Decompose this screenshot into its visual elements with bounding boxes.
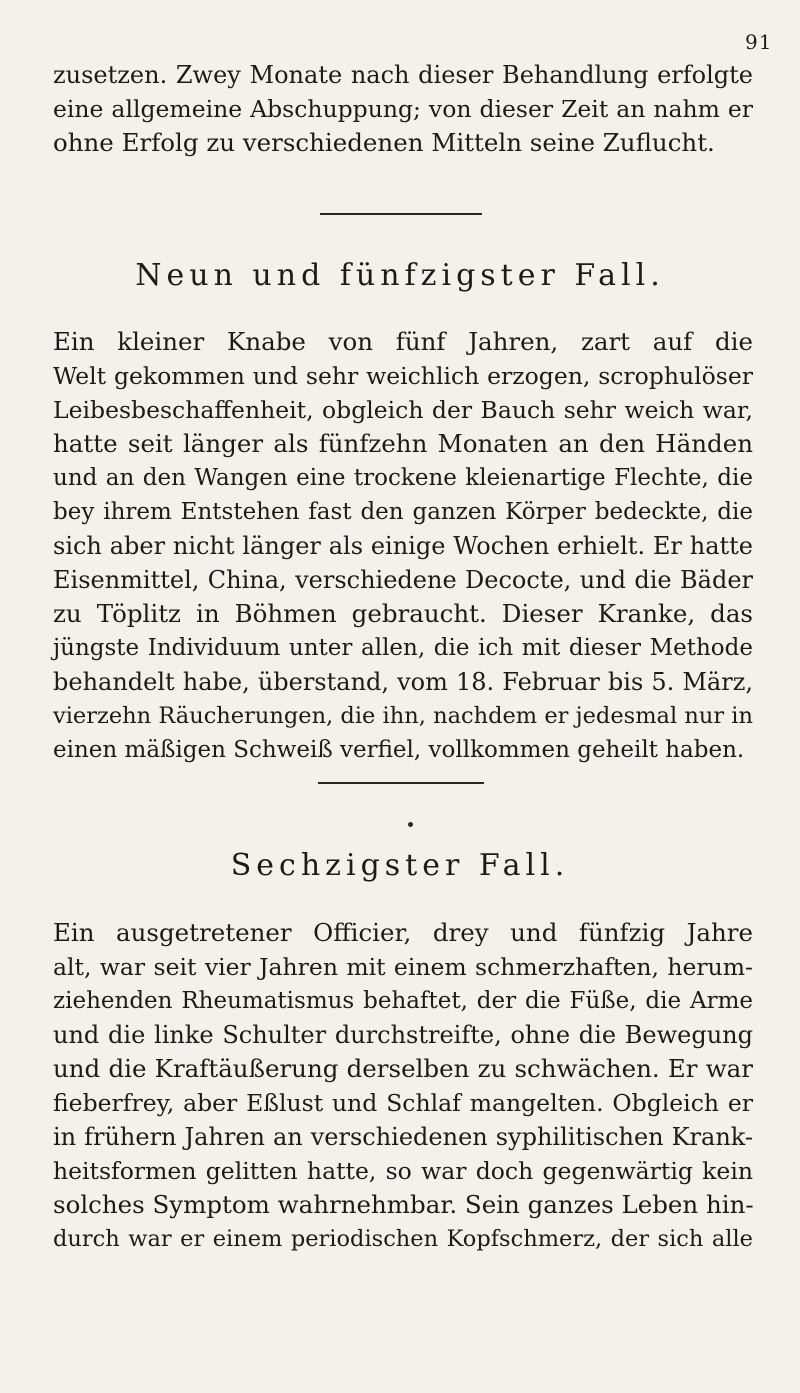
- text-line: und die linke Schulter durchstreifte, ohne die Bewegung: [53, 1021, 753, 1049]
- case-60-heading: Sechzigster Fall.: [230, 848, 570, 883]
- text-line: sich aber nicht länger als einige Wochen erhielt. Er hatte: [53, 532, 753, 560]
- text-line: Ein ausgetretener Officier, drey und fünfzig Jahre: [53, 918, 753, 947]
- text-line: fieberfrey, aber Eßlust und Schlaf mangelten. Obgleich er: [53, 1089, 753, 1117]
- text-line: Leibesbeschaffenheit, obgleich der Bauch sehr weich war,: [53, 396, 753, 424]
- section-divider: [320, 213, 482, 215]
- printer-dot: [408, 822, 413, 827]
- text-line: durch war er einem periodischen Kopfschmerz, der sich alle: [53, 1226, 753, 1252]
- text-line: hatte seit länger als fünfzehn Monaten an den Händen: [53, 429, 753, 458]
- text-line: ohne Erfolg zu verschiedenen Mitteln seine Zuflucht.: [53, 128, 715, 157]
- text-line: Eisenmittel, China, verschiedene Decocte, und die Bäder: [53, 566, 753, 594]
- text-line: und an den Wangen eine trockene kleienartige Flechte, die: [53, 465, 753, 491]
- text-line: alt, war seit vier Jahren mit einem schmerzhaften, herum-: [53, 953, 753, 981]
- text-line: zu Töplitz in Böhmen gebraucht. Dieser Kranke, das: [53, 599, 753, 628]
- text-line: eine allgemeine Abschuppung; von dieser Zeit an nahm er: [53, 95, 753, 123]
- text-line: in frühern Jahren an verschiedenen syphilitischen Krank-: [53, 1123, 753, 1151]
- text-line: behandelt habe, überstand, vom 18. Februar bis 5. März,: [53, 668, 753, 696]
- text-line: heitsformen gelitten hatte, so war doch gegenwärtig kein: [53, 1157, 753, 1185]
- case-59-heading: Neun und fünfzigster Fall.: [135, 258, 665, 293]
- page-number: 91: [745, 30, 773, 54]
- text-line: ziehenden Rheumatismus behaftet, der die Füße, die Arme: [53, 988, 753, 1014]
- text-line: Welt gekommen und sehr weichlich erzogen, scrophulöser: [53, 362, 753, 390]
- text-line: und die Kraftäußerung derselben zu schwächen. Er war: [53, 1054, 753, 1083]
- text-line: solches Symptom wahrnehmbar. Sein ganzes Leben hin-: [53, 1190, 754, 1219]
- text-line: vierzehn Räucherungen, die ihn, nachdem er jedesmal nur in: [53, 703, 753, 729]
- text-line: einen mäßigen Schweiß verfiel, vollkommen geheilt haben.: [53, 737, 745, 763]
- text-line: zusetzen. Zwey Monate nach dieser Behandlung erfolgte: [53, 61, 753, 89]
- text-line: bey ihrem Entstehen fast den ganzen Körper bedeckte, die: [53, 499, 753, 525]
- text-line: Ein kleiner Knabe von fünf Jahren, zart auf die: [53, 327, 753, 356]
- section-divider: [318, 782, 484, 784]
- text-line: jüngste Individuum unter allen, die ich mit dieser Methode: [53, 635, 753, 661]
